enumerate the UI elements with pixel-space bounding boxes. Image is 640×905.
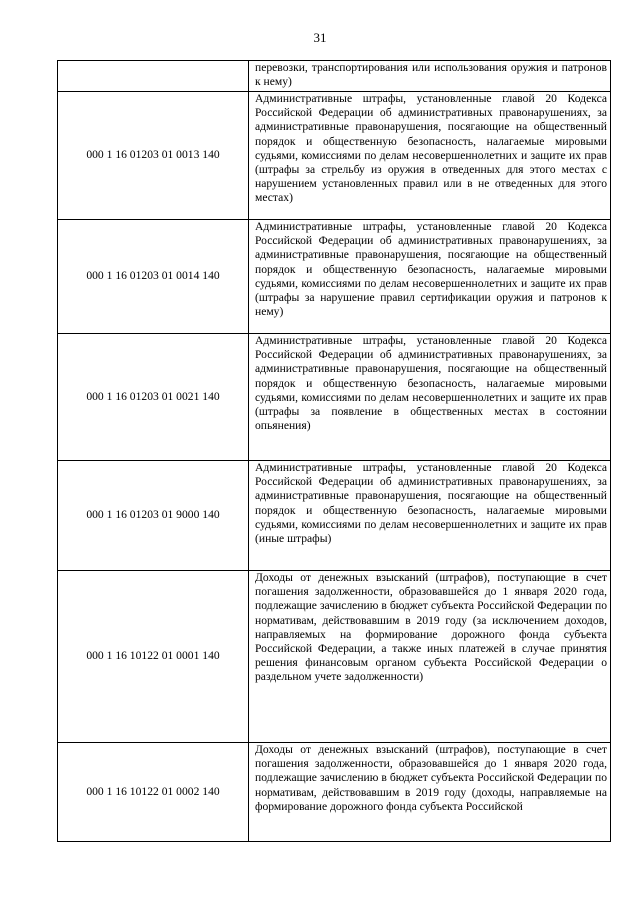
table-row (58, 220, 611, 334)
budget-codes-table (57, 60, 611, 842)
table-row (58, 334, 611, 461)
table-row (58, 92, 611, 220)
code-cell (58, 61, 249, 92)
description-cell: перевозки, транспортирования или использования оружия и патронов к нему) (249, 61, 611, 92)
description-cell: Административные штрафы, установленные главой 20 Кодекса Российской Федерации об административных правонарушениях, за административные правонарушения, посягающие на общественный порядок и общественную безопасность, налагаемые мировыми судьями, комиссиями по делам несовершеннолетних и защите их прав (штрафы за стрельбу из оружия в отведенных для этого местах с нарушением установленных правил или в не отведенных для этого местах) (249, 92, 611, 220)
description-cell: Доходы от денежных взысканий (штрафов), поступающие в счет погашения задолженности, образовавшейся до 1 января 2020 года, подлежащие зачислению в бюджет субъекта Российской Федерации по нормативам, действовавшим в 2019 году (доходы, направляемые на формирование дорожного фонда субъекта Российской (249, 743, 611, 842)
code-cell: 000 1 16 01203 01 0013 140 (58, 92, 249, 220)
description-cell: Административные штрафы, установленные главой 20 Кодекса Российской Федерации об административных правонарушениях, за административные правонарушения, посягающие на общественный порядок и общественную безопасность, налагаемые мировыми судьями, комиссиями по делам несовершеннолетних и защите их прав (иные штрафы) (249, 461, 611, 571)
description-cell: Административные штрафы, установленные главой 20 Кодекса Российской Федерации об административных правонарушениях, за административные правонарушения, посягающие на общественный порядок и общественную безопасность, налагаемые мировыми судьями, комиссиями по делам несовершеннолетних и защите их прав (штрафы за нарушение правил сертификации оружия и патронов к нему) (249, 220, 611, 334)
page-number: 31 (313, 30, 327, 45)
code-cell: 000 1 16 10122 01 0001 140 (58, 571, 249, 743)
description-cell: Административные штрафы, установленные главой 20 Кодекса Российской Федерации об административных правонарушениях, за административные правонарушения, посягающие на общественный порядок и общественную безопасность, налагаемые мировыми судьями, комиссиями по делам несовершеннолетних и защите их прав (штрафы за появление в общественных местах в состоянии опьянения) (249, 334, 611, 461)
description-cell: Доходы от денежных взысканий (штрафов), поступающие в счет погашения задолженности, образовавшейся до 1 января 2020 года, подлежащие зачислению в бюджет субъекта Российской Федерации по нормативам, действовавшим в 2019 году (за исключением доходов, направляемых на формирование дорожного фонда субъекта Российской Федерации, а также иных платежей в случае принятия решения финансовым органом субъекта Российской Федерации о раздельном учете задолженности) (249, 571, 611, 743)
table-row (58, 571, 611, 743)
code-cell: 000 1 16 01203 01 9000 140 (58, 461, 249, 571)
table-row (58, 743, 611, 842)
table-row (58, 61, 611, 92)
code-cell: 000 1 16 01203 01 0014 140 (58, 220, 249, 334)
code-cell: 000 1 16 01203 01 0021 140 (58, 334, 249, 461)
table-row (58, 461, 611, 571)
code-cell: 000 1 16 10122 01 0002 140 (58, 743, 249, 842)
